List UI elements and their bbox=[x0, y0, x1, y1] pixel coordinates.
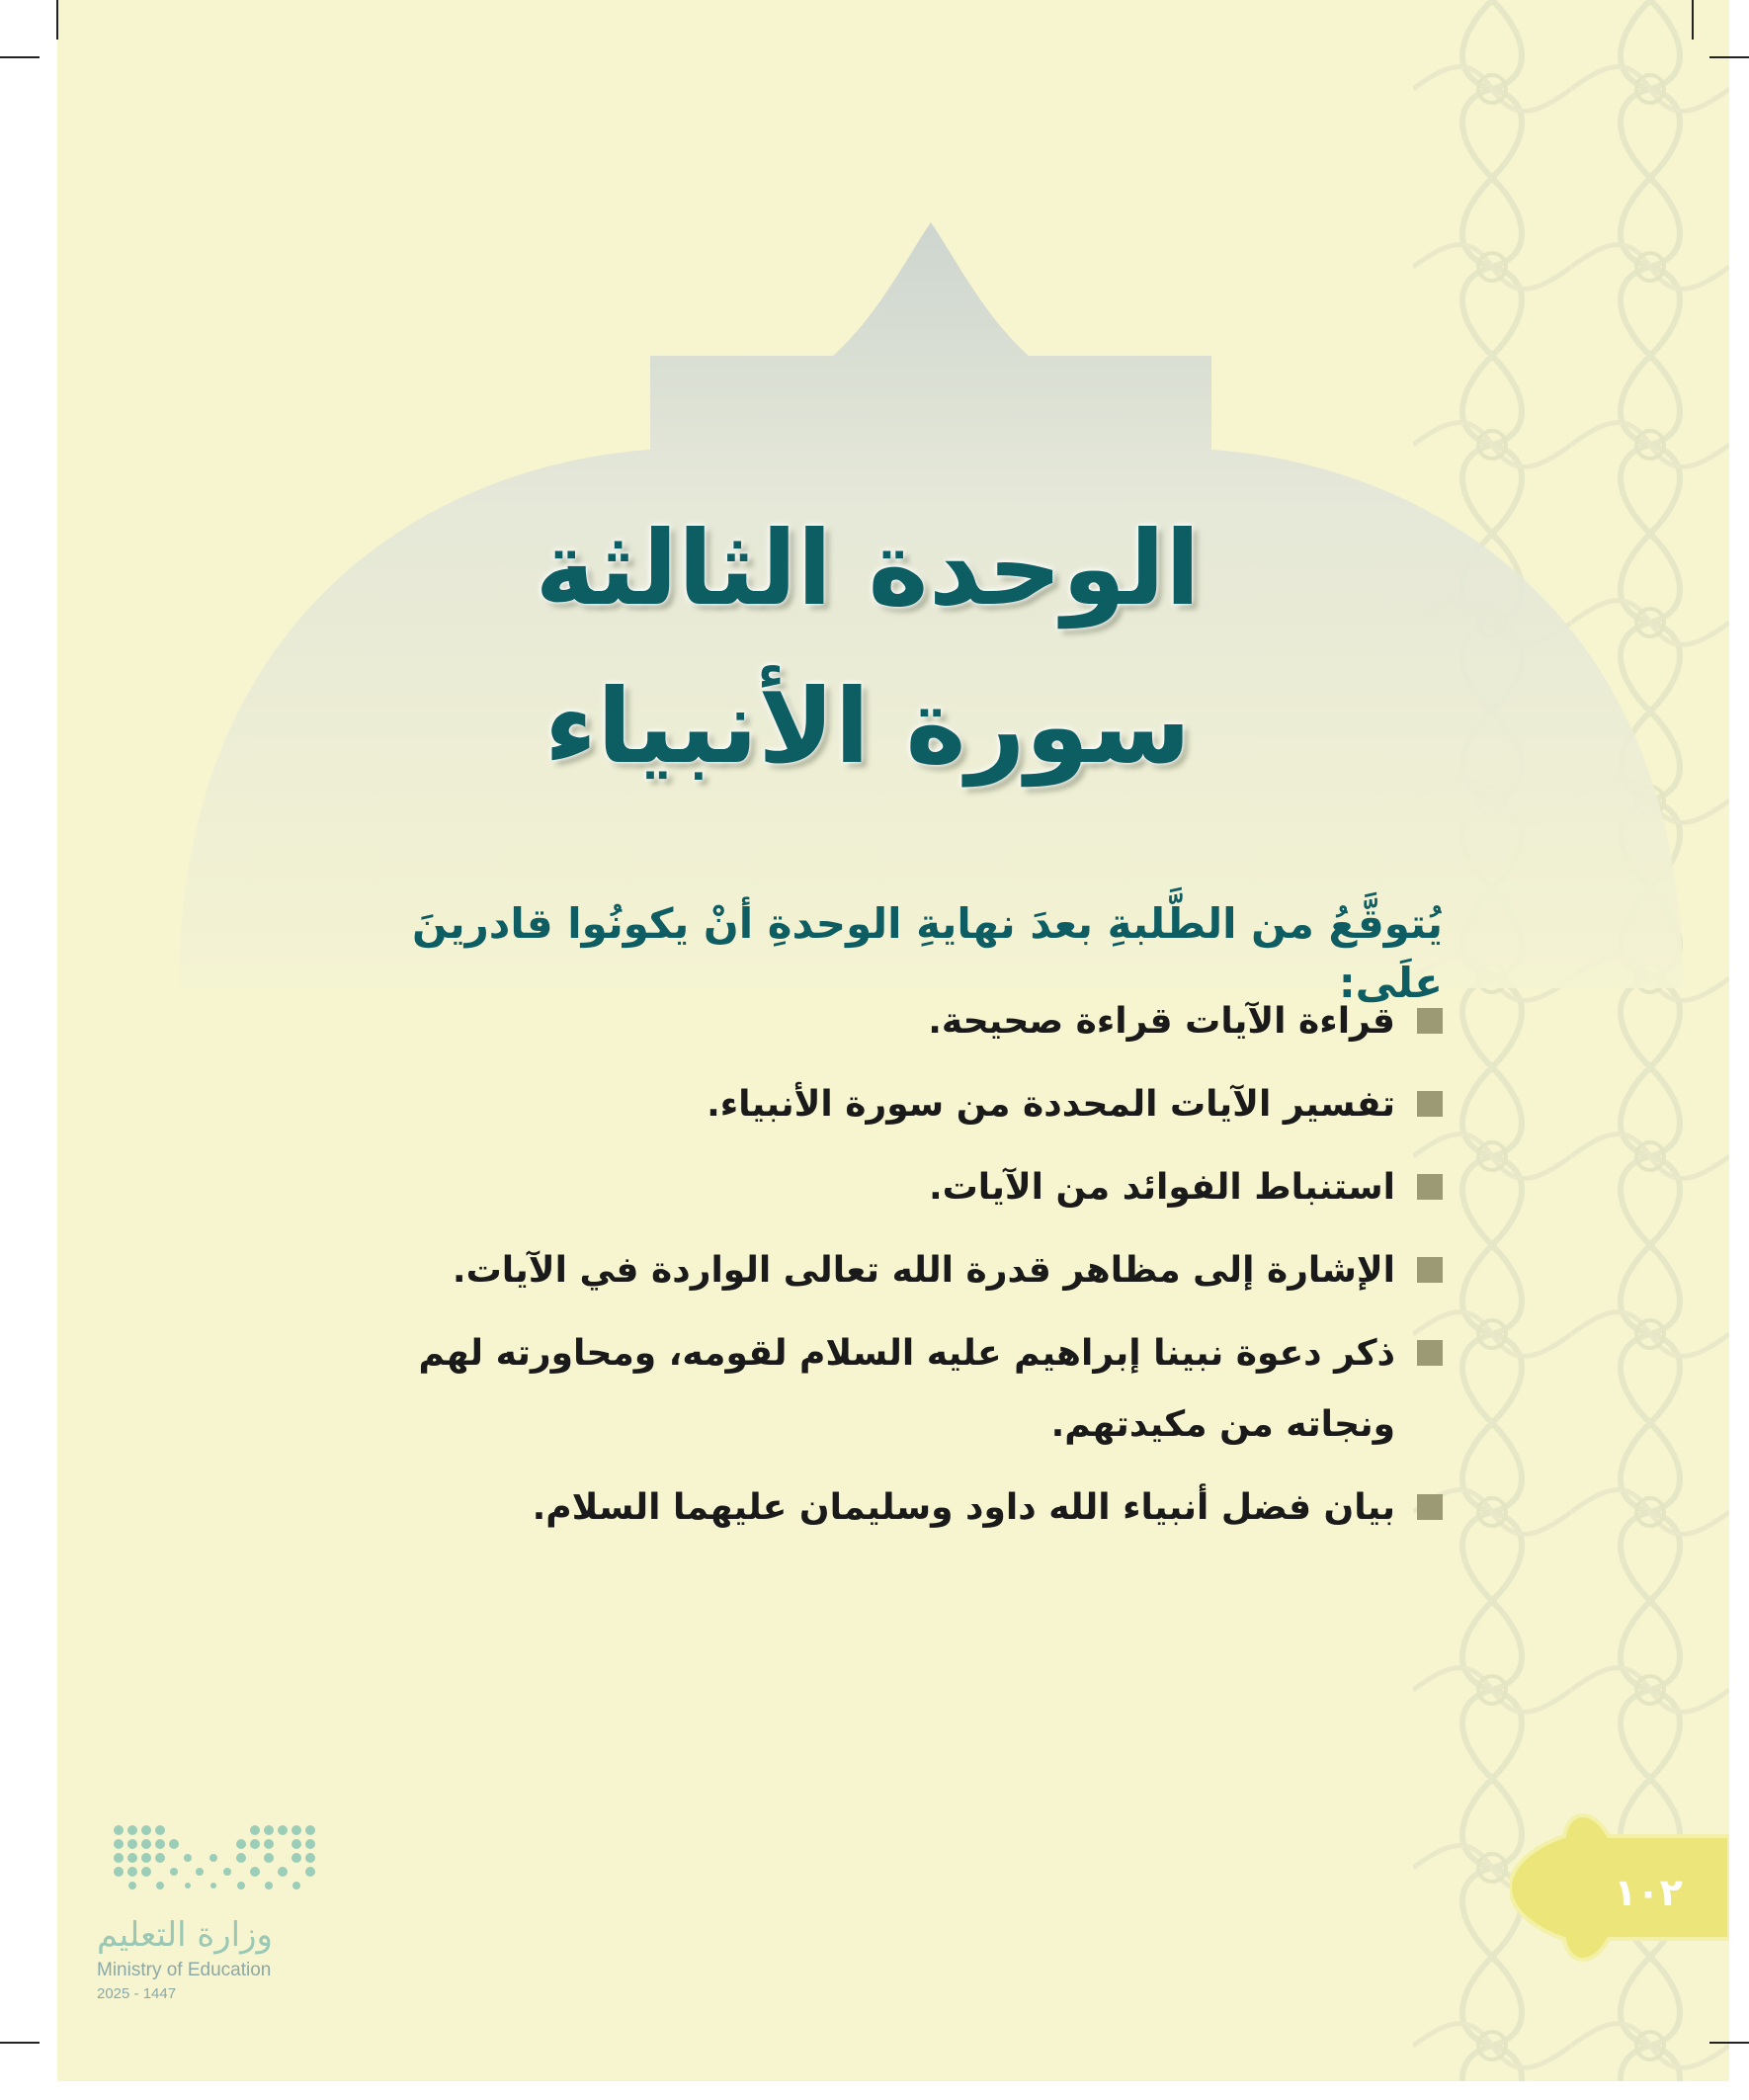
square-bullet-icon bbox=[1417, 1494, 1443, 1520]
square-bullet-icon bbox=[1417, 1340, 1443, 1366]
ministry-year: 2025 - 1447 bbox=[97, 1985, 177, 2002]
surah-title: سورة الأنبياء bbox=[543, 666, 1192, 787]
ministry-name-arabic: وزارة التعليم bbox=[97, 1915, 273, 1955]
page-number: ١٠٢ bbox=[1614, 1871, 1683, 1914]
square-bullet-icon bbox=[1417, 1091, 1443, 1117]
objectives-intro: يُتوقَّعُ من الطَّلبةِ بعدَ نهايةِ الوحدةِ أنْ يكونُوا قادرينَ علَى: bbox=[412, 899, 1443, 1007]
ministry-name-english: Ministry of Education bbox=[97, 1960, 272, 1980]
crop-mark bbox=[0, 56, 40, 58]
objective-item: تفسير الآيات المحددة من سورة الأنبياء. bbox=[395, 1069, 1443, 1140]
objective-item: ذكر دعوة نبينا إبراهيم عليه السلام لقومه، ومحاورته لهم ونجاته من مكيدتهم. bbox=[395, 1318, 1443, 1461]
square-bullet-icon bbox=[1417, 1008, 1443, 1034]
crop-mark bbox=[1692, 0, 1694, 40]
crop-mark bbox=[1709, 56, 1749, 58]
book-page bbox=[57, 0, 1729, 2081]
crop-mark bbox=[56, 0, 58, 40]
objective-item: بيان فضل أنبياء الله داود وسليمان عليهما السلام. bbox=[395, 1472, 1443, 1544]
unit-title: الوحدة الثالثة bbox=[535, 508, 1201, 629]
objective-item: الإشارة إلى مظاهر قدرة الله تعالى الواردة في الآيات. bbox=[395, 1235, 1443, 1306]
crop-mark bbox=[0, 2042, 40, 2044]
objectives-list bbox=[395, 986, 1443, 1555]
arch-frame bbox=[57, 0, 1729, 988]
crop-mark bbox=[1709, 2042, 1749, 2044]
square-bullet-icon bbox=[1417, 1257, 1443, 1283]
square-bullet-icon bbox=[1417, 1174, 1443, 1200]
objective-item: استنباط الفوائد من الآيات. bbox=[395, 1152, 1443, 1223]
objective-item: قراءة الآيات قراءة صحيحة. bbox=[395, 986, 1443, 1057]
